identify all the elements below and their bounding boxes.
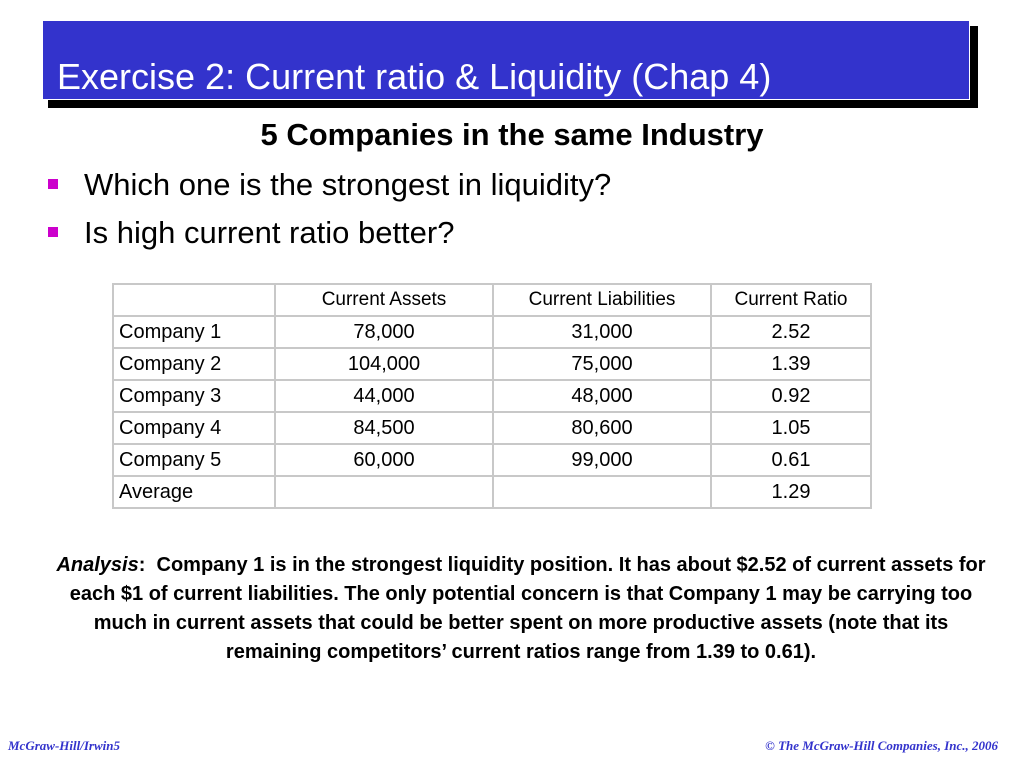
current-ratio-table bbox=[112, 283, 872, 509]
current-ratio-cell: 1.39 bbox=[711, 348, 871, 380]
table-row bbox=[113, 380, 871, 412]
table-row-average bbox=[113, 476, 871, 508]
slide-subtitle: 5 Companies in the same Industry bbox=[260, 117, 764, 152]
table-row bbox=[113, 412, 871, 444]
header-cell-current-ratio: Current Ratio bbox=[711, 284, 871, 316]
current-ratio-cell: 1.05 bbox=[711, 412, 871, 444]
bullet-text: Which one is the strongest in liquidity? bbox=[84, 167, 612, 202]
analysis-label: Analysis bbox=[56, 554, 139, 576]
company-cell: Company 1 bbox=[113, 316, 275, 348]
current-liabilities-cell: 31,000 bbox=[493, 316, 711, 348]
title-bar bbox=[42, 20, 970, 100]
current-liabilities-cell: 48,000 bbox=[493, 380, 711, 412]
company-cell: Company 2 bbox=[113, 348, 275, 380]
current-ratio-cell: 0.61 bbox=[711, 444, 871, 476]
table-header-row bbox=[113, 284, 871, 316]
header-cell-current-assets: Current Assets bbox=[275, 284, 493, 316]
slide-title: Exercise 2: Current ratio & Liquidity (Chap 4) bbox=[57, 56, 772, 97]
table-row bbox=[113, 316, 871, 348]
header-cell-company bbox=[113, 284, 275, 316]
current-liabilities-cell bbox=[493, 476, 711, 508]
company-cell: Company 3 bbox=[113, 380, 275, 412]
company-cell: Company 4 bbox=[113, 412, 275, 444]
bullet-item bbox=[48, 214, 611, 262]
company-cell: Company 5 bbox=[113, 444, 275, 476]
bullet-text: Is high current ratio better? bbox=[84, 215, 455, 250]
analysis-paragraph bbox=[46, 551, 996, 667]
current-assets-cell: 78,000 bbox=[275, 316, 493, 348]
current-ratio-cell: 2.52 bbox=[711, 316, 871, 348]
current-assets-cell: 84,500 bbox=[275, 412, 493, 444]
footer-copyright: © The McGraw-Hill Companies, Inc., 2006 bbox=[765, 738, 998, 753]
current-ratio-cell: 0.92 bbox=[711, 380, 871, 412]
current-liabilities-cell: 75,000 bbox=[493, 348, 711, 380]
table-row bbox=[113, 444, 871, 476]
analysis-separator: : bbox=[138, 554, 157, 576]
table-row bbox=[113, 348, 871, 380]
footer-publisher: McGraw-Hill/Irwin5 bbox=[8, 738, 120, 753]
current-liabilities-cell: 80,600 bbox=[493, 412, 711, 444]
current-assets-cell bbox=[275, 476, 493, 508]
header-cell-current-liabilities: Current Liabilities bbox=[493, 284, 711, 316]
current-ratio-cell: 1.29 bbox=[711, 476, 871, 508]
current-liabilities-cell: 99,000 bbox=[493, 444, 711, 476]
bullet-list bbox=[48, 166, 611, 262]
company-cell: Average bbox=[113, 476, 275, 508]
square-bullet-icon bbox=[48, 179, 58, 189]
current-assets-cell: 104,000 bbox=[275, 348, 493, 380]
square-bullet-icon bbox=[48, 227, 58, 237]
current-assets-cell: 44,000 bbox=[275, 380, 493, 412]
current-assets-cell: 60,000 bbox=[275, 444, 493, 476]
analysis-text: Company 1 is in the strongest liquidity position. It has about $2.52 of current assets for each $1 of current liabilities. The only potential concern is that Company 1 may be carrying too much in current assets that could be better spent on more productive assets (note that its remaining competitors’ current ratios range from 1.39 to 0.61). bbox=[69, 554, 986, 663]
bullet-item bbox=[48, 166, 611, 214]
